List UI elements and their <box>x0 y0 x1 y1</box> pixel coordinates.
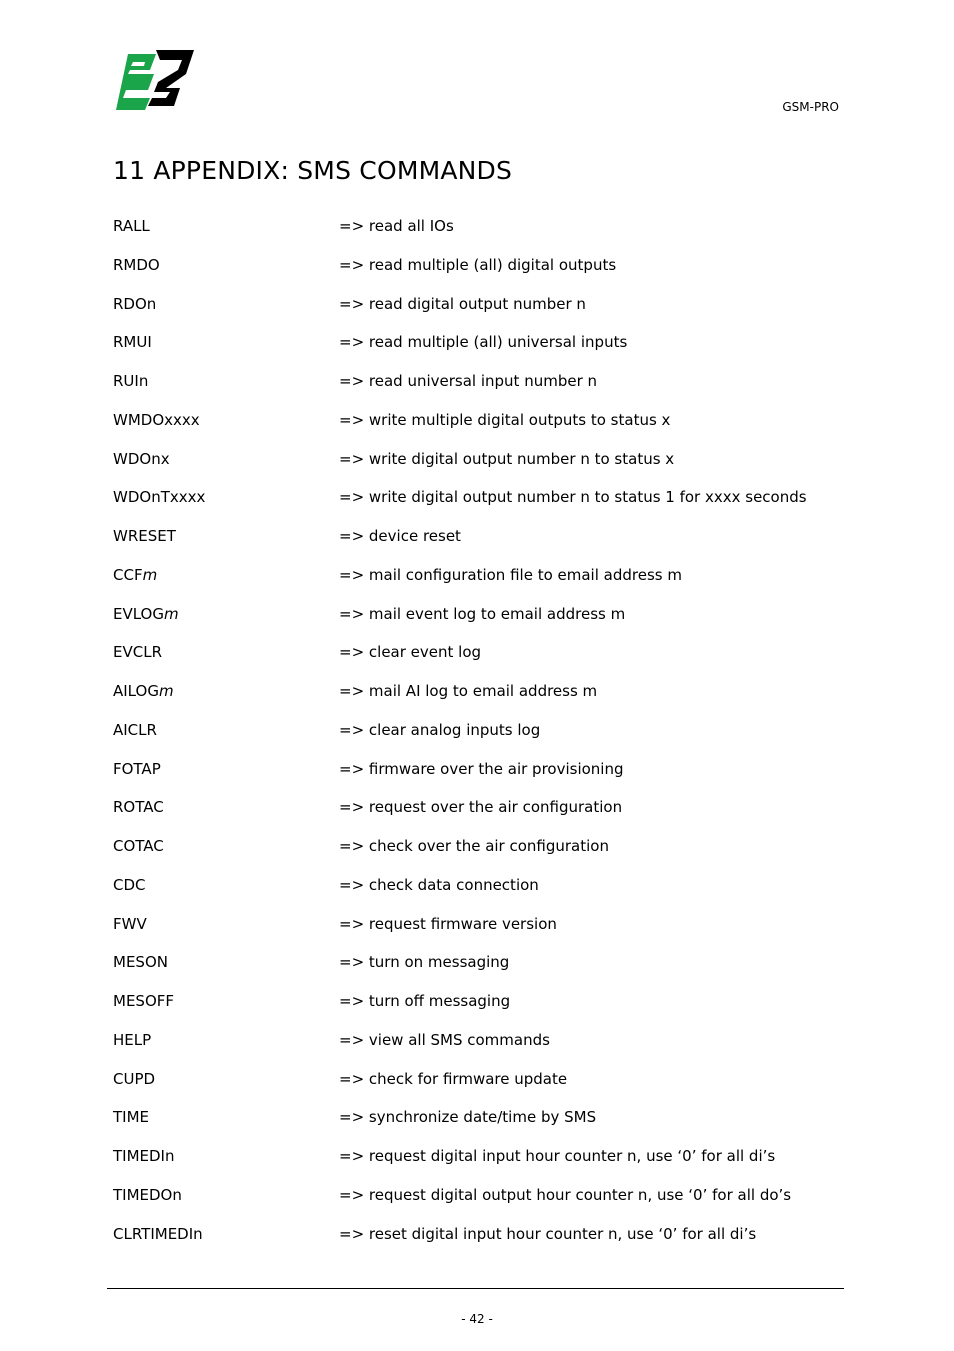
command-description: => mail configuration file to email address m <box>339 565 682 584</box>
command-row <box>113 295 853 334</box>
command-row <box>113 721 853 760</box>
command-parameter: m <box>164 604 179 623</box>
section-title: 11 APPENDIX: SMS COMMANDS <box>113 156 513 185</box>
command-row <box>113 372 853 411</box>
command-row <box>113 566 853 605</box>
command-row <box>113 1070 853 1109</box>
command-code <box>113 760 161 778</box>
command-code-text: WDOnTxxxx <box>113 488 206 507</box>
command-parameter: m <box>142 565 158 584</box>
command-description: => write digital output number n to status 1 for xxxx seconds <box>339 488 807 507</box>
command-code-text: RUIn <box>113 372 149 390</box>
command-description: => synchronize date/time by SMS <box>339 1108 597 1127</box>
command-description: => turn on messaging <box>339 953 510 972</box>
command-row <box>113 256 853 295</box>
command-row <box>113 798 853 837</box>
command-code-text: CDC <box>113 875 146 894</box>
command-code-text: CLRTIMEDIn <box>113 1224 203 1243</box>
command-row <box>113 411 853 450</box>
command-code <box>113 837 164 855</box>
command-code <box>113 1147 175 1165</box>
command-row <box>113 450 853 489</box>
command-code-text: RDOn <box>113 294 157 313</box>
command-row <box>113 605 853 644</box>
command-row <box>113 682 853 721</box>
command-description: => write digital output number n to status x <box>339 449 675 468</box>
command-code-text: AILOG <box>113 682 159 700</box>
command-code-text: TIMEDIn <box>113 1147 175 1165</box>
command-code-text: MESOFF <box>113 992 175 1010</box>
command-description: => request firmware version <box>339 914 557 933</box>
command-code-text: TIME <box>113 1108 150 1127</box>
command-parameter: m <box>158 682 174 700</box>
command-code-text: FOTAP <box>113 759 161 778</box>
command-row <box>113 837 853 876</box>
command-row <box>113 527 853 566</box>
command-description: => read multiple (all) universal inputs <box>339 333 628 352</box>
command-description: => request digital output hour counter n, use ‘0’ for all do’s <box>339 1185 792 1204</box>
command-description: => mail AI log to email address m <box>339 682 598 700</box>
command-code <box>113 876 146 894</box>
command-code-text: ROTAC <box>113 798 164 817</box>
command-description: => read digital output number n <box>339 294 586 313</box>
page-number: - 42 - <box>461 1312 493 1326</box>
command-row <box>113 643 853 682</box>
command-description: => read universal input number n <box>339 372 598 390</box>
command-row <box>113 1225 853 1264</box>
command-description: => read multiple (all) digital outputs <box>339 255 617 274</box>
command-description: => write multiple digital outputs to status x <box>339 410 671 429</box>
command-code <box>113 1108 149 1126</box>
command-code-text: RMDO <box>113 255 160 274</box>
command-code <box>113 798 164 816</box>
command-row <box>113 488 853 527</box>
command-code-text: EVLOG <box>113 604 164 623</box>
command-code <box>113 992 174 1010</box>
command-code <box>113 333 152 351</box>
command-code <box>113 682 174 700</box>
command-code <box>113 256 160 274</box>
command-code-text: RMUI <box>113 333 152 352</box>
command-description: => device reset <box>339 527 461 545</box>
command-row <box>113 992 853 1031</box>
command-code-text: AICLR <box>113 720 157 739</box>
sms-command-list <box>113 217 853 1263</box>
command-code-text: MESON <box>113 953 168 972</box>
document-id: GSM-PRO <box>782 100 839 114</box>
command-description: => check data connection <box>339 875 539 894</box>
command-code <box>113 1186 182 1204</box>
command-code <box>113 411 200 429</box>
command-code <box>113 450 170 468</box>
command-row <box>113 1147 853 1186</box>
command-code-text: COTAC <box>113 837 164 855</box>
command-code <box>113 721 157 739</box>
command-code <box>113 372 148 390</box>
command-code <box>113 566 157 584</box>
command-row <box>113 876 853 915</box>
command-code-text: CUPD <box>113 1069 156 1088</box>
command-row <box>113 953 853 992</box>
company-logo <box>114 48 196 112</box>
command-description: => clear event log <box>339 643 482 662</box>
command-code-text: FWV <box>113 914 147 933</box>
command-description: => request digital input hour counter n, use ‘0’ for all di’s <box>339 1147 776 1165</box>
command-code <box>113 527 176 545</box>
logo-green-shape <box>116 54 156 110</box>
command-code-text: CCF <box>113 565 143 584</box>
command-row <box>113 333 853 372</box>
command-row <box>113 915 853 954</box>
command-description: => request over the air configuration <box>339 798 623 817</box>
command-code-text: WDOnx <box>113 449 170 468</box>
command-code <box>113 217 150 235</box>
command-code-text: TIMEDOn <box>113 1185 182 1204</box>
command-description: => clear analog inputs log <box>339 720 541 739</box>
command-code <box>113 605 179 623</box>
command-code-text: WMDOxxxx <box>113 410 200 429</box>
command-description: => check over the air configuration <box>339 837 609 855</box>
command-description: => mail event log to email address m <box>339 604 626 623</box>
command-code-text: RALL <box>113 217 150 235</box>
command-row <box>113 217 853 256</box>
logo-black-shape <box>148 50 194 106</box>
command-code-text: WRESET <box>113 527 176 545</box>
command-code <box>113 915 147 933</box>
command-code-text: EVCLR <box>113 643 162 662</box>
footer-divider <box>107 1288 844 1289</box>
command-row <box>113 760 853 799</box>
command-code <box>113 1031 151 1049</box>
command-code <box>113 953 168 971</box>
command-description: => firmware over the air provisioning <box>339 759 624 778</box>
command-row <box>113 1031 853 1070</box>
command-code <box>113 488 205 506</box>
command-row <box>113 1108 853 1147</box>
command-code <box>113 1225 203 1243</box>
command-row <box>113 1186 853 1225</box>
command-description: => turn off messaging <box>339 992 511 1010</box>
command-code <box>113 1070 155 1088</box>
command-code-text: HELP <box>113 1030 152 1049</box>
command-description: => read all IOs <box>339 217 454 235</box>
command-code <box>113 643 162 661</box>
command-description: => reset digital input hour counter n, use ‘0’ for all di’s <box>339 1224 757 1243</box>
command-code <box>113 295 156 313</box>
command-description: => check for firmware update <box>339 1069 568 1088</box>
command-description: => view all SMS commands <box>339 1030 550 1049</box>
